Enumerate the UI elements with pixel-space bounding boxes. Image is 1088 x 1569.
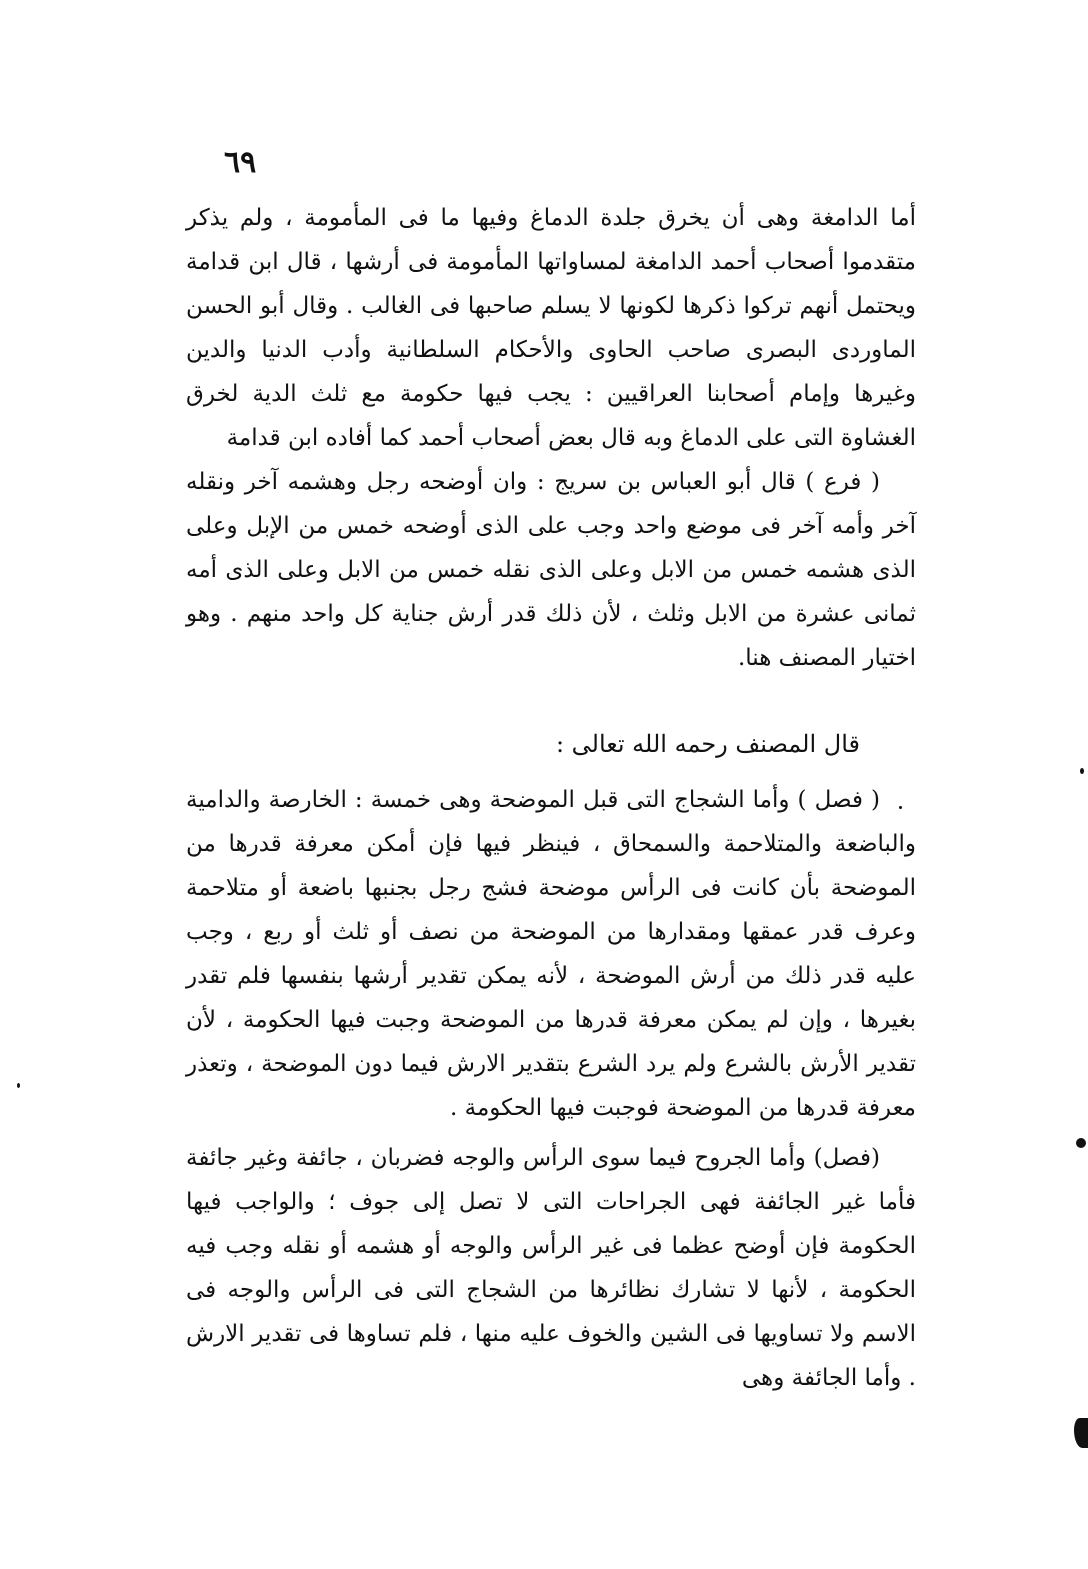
- upper-text-block: [186, 196, 916, 680]
- scan-speck: [899, 806, 902, 809]
- paragraph-fasl-jiraah: (فصل) وأما الجروح فيما سوى الرأس والوجه فضربان ، جائفة وغير جائفة فأما غير الجائفة فهى الجراحات التى لا تصل إلى جوف ؛ والواجب فيها الحكومة فإن أوضح عظما فى غير الرأس والوجه أو هشمه أو نقله وجب فيه الحكومة ، لأنها لا تشارك نظائرها من الشجاج التى فى الرأس والوجه فى الاسم ولا تساويها فى الشين والخوف عليه منها ، فلم تساوها فى تقدير الارش . وأما الجائفة وهى: [186, 1145, 916, 1391]
- scan-mark: [1076, 1138, 1086, 1148]
- paragraph-fasl-shijaj: ( فصل ) وأما الشجاج التى قبل الموضحة وهى خمسة : الخارصة والدامية والباضعة والمتلاحمة والسمحاق ، فينظر فيها فإن أمكن معرفة قدرها من الموضحة بأن كانت فى الرأس موضحة فشج رجل بجنبها باضعة أو متلاحمة وعرف قدر عمقها ومقدارها من الموضحة من نصف أو ثلث أو ربع ، وجب عليه قدر ذلك من أرش الموضحة ، لأنه يمكن تقدير أرشها بنفسها فلم تقدر بغيرها ، وإن لم يمكن معرفة قدرها من الموضحة وجبت فيها الحكومة ، لأن تقدير الأرش بالشرع ولم يرد الشرع بتقدير الارش فيما دون الموضحة ، وتعذر معرفة قدرها من الموضحة فوجبت فيها الحكومة .: [186, 787, 916, 1121]
- lower-text-block: [186, 1136, 916, 1400]
- scan-speck: [17, 1083, 20, 1088]
- scan-mark: [1074, 1418, 1088, 1448]
- paragraph-far-ibn-suraij: ( فرع ) قال أبو العباس بن سريج : وان أوضحه رجل وهشمه آخر ونقله آخر وأمه آخر فى موضع واحد وجب على الذى أوضحه خمس من الإبل وعلى الذى هشمه خمس من الابل وعلى الذى نقله خمس من الابل وعلى الذى أمه ثمانى عشرة من الابل وثلث ، لأن ذلك قدر أرش جناية كل واحد منهم . وهو اختيار المصنف هنا.: [186, 469, 916, 671]
- page-number: ٦٩: [224, 145, 257, 180]
- middle-text-block: [186, 778, 916, 1130]
- scan-speck: [1080, 768, 1084, 774]
- paragraph-damigha: أما الدامغة وهى أن يخرق جلدة الدماغ وفيها ما فى المأمومة ، ولم يذكر متقدموا أصحاب أحمد الدامغة لمساواتها المأمومة فى أرشها ، قال ابن قدامة ويحتمل أنهم تركوا ذكرها لكونها لا يسلم صاحبها فى الغالب . وقال أبو الحسن الماوردى البصرى صاحب الحاوى والأحكام السلطانية وأدب الدنيا والدين وغيرها وإمام أصحابنا العراقيين : يجب فيها حكومة مع ثلث الدية لخرق الغشاوة التى على الدماغ وبه قال بعض أصحاب أحمد كما أفاده ابن قدامة: [186, 205, 916, 451]
- author-heading: قال المصنف رحمه الله تعالى :: [555, 730, 860, 758]
